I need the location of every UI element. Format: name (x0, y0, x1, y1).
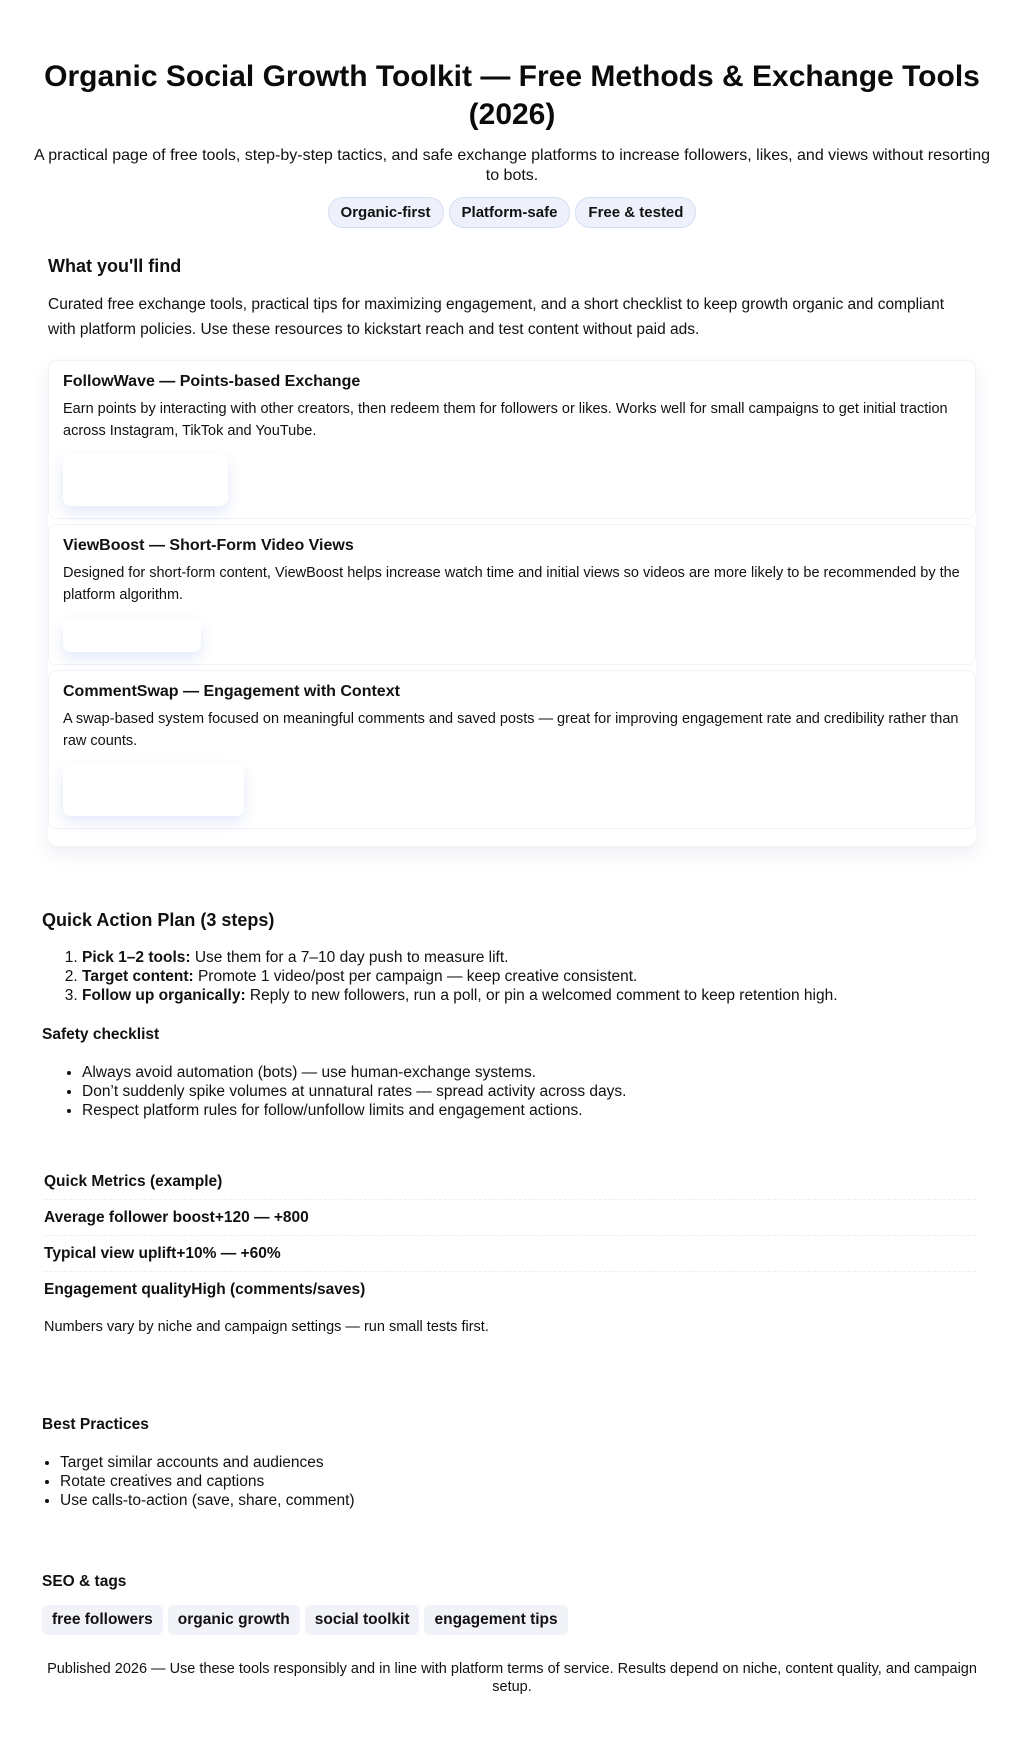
safety-checklist-heading: Safety checklist (42, 1026, 160, 1043)
action-step-label: Target content: (82, 968, 194, 985)
action-step-label: Follow up organically: (82, 987, 246, 1004)
metrics-note: Numbers vary by niche and campaign settings — run small tests first. (44, 1319, 489, 1335)
what-youll-find-section (32, 254, 992, 846)
tool-description: Earn points by interacting with other creators, then redeem them for followers or likes. Works well for small campaigns to get initial traction across Instagram, TikTok and YouTube. (63, 401, 948, 439)
tool-title: FollowWave — Points-based Exchange (63, 373, 361, 390)
find-intro: Curated free exchange tools, practical tips for maximizing engagement, and a short checklist to keep growth organic and compliant with platform policies. Use these resources to kickstart reach and test content without paid ads. (48, 296, 945, 338)
tool-card-list (48, 360, 976, 846)
best-practices-heading: Best Practices (42, 1416, 149, 1433)
action-step-text: Use them for a 7–10 day push to measure lift. (190, 949, 509, 966)
badge-platform-safe: Platform-safe (449, 197, 571, 228)
metric-label: Engagement quality (44, 1281, 192, 1298)
hero-header (32, 0, 992, 228)
best-practice-item: • Use calls-to-action (save, share, comment) (60, 1491, 982, 1510)
safety-item: • Don’t suddenly spike volumes at unnatural rates — spread activity across days. (82, 1082, 982, 1101)
action-step-label: Pick 1–2 tools: (82, 949, 191, 966)
action-step-text: Reply to new followers, run a poll, or pin a welcomed comment to keep retention high. (245, 987, 838, 1004)
quick-metrics-section (32, 1164, 992, 1337)
section-heading-plan: Quick Action Plan (3 steps) (42, 910, 275, 930)
metric-label: Typical view uplift (44, 1245, 177, 1262)
tag-free-followers[interactable]: free followers (42, 1605, 163, 1635)
page-footer (32, 1660, 992, 1696)
best-practice-item: • Rotate creatives and captions (60, 1472, 982, 1491)
badge-group (32, 197, 992, 228)
metric-row (44, 1200, 976, 1236)
page-subtitle: A practical page of free tools, step-by-step tactics, and safe exchange platforms to increase followers, likes, and views without resorting to bots. (33, 147, 991, 184)
tool-card-followwave (48, 360, 976, 519)
safety-item: • Respect platform rules for follow/unfollow limits and engagement actions. (82, 1101, 982, 1120)
tool-card-commentswap (48, 670, 976, 829)
tool-description: Designed for short-form content, ViewBoost helps increase watch time and initial views so videos are more likely to be recommended by the platform algorithm. (63, 565, 960, 603)
tool-cta-button-viewboost[interactable] (63, 618, 201, 652)
tool-cta-button-followwave[interactable] (63, 454, 228, 506)
badge-organic-first: Organic-first (328, 197, 444, 228)
metric-row (44, 1236, 976, 1272)
page-title: Organic Social Growth Toolkit — Free Methods & Exchange Tools (2026) (44, 60, 980, 131)
safety-checklist (42, 1063, 982, 1120)
metric-value: High (comments/saves) (191, 1281, 366, 1298)
seo-tags-section (32, 1572, 992, 1635)
tool-title: ViewBoost — Short-Form Video Views (63, 537, 354, 554)
tool-cta-button-commentswap[interactable] (63, 764, 244, 816)
tool-description: A swap-based system focused on meaningful comments and saved posts — great for improving engagement rate and credibility rather than raw counts. (63, 711, 959, 749)
tool-title: CommentSwap — Engagement with Context (63, 683, 400, 700)
best-practices-list (42, 1453, 982, 1510)
action-steps-list (42, 948, 982, 1005)
action-step (82, 986, 982, 1005)
badge-free-tested: Free & tested (575, 197, 696, 228)
metric-label: Average follower boost (44, 1209, 215, 1226)
tool-card-viewboost (48, 524, 976, 665)
tag-organic-growth[interactable]: organic growth (168, 1605, 300, 1635)
footer-text: Published 2026 — Use these tools responsibly and in line with platform terms of service. Results depend on niche, content quality, and campaign setup. (47, 1661, 977, 1695)
section-heading-find: What you'll find (48, 256, 182, 276)
action-step (82, 967, 982, 986)
safety-item: • Always avoid automation (bots) — use human-exchange systems. (82, 1063, 982, 1082)
metric-value: +120 — +800 (214, 1209, 309, 1226)
seo-tags-heading: SEO & tags (42, 1573, 127, 1590)
tag-engagement-tips[interactable]: engagement tips (424, 1605, 567, 1635)
best-practice-item: • Target similar accounts and audiences (60, 1453, 982, 1472)
tag-list (42, 1605, 982, 1635)
action-step-text: Promote 1 video/post per campaign — keep creative consistent. (193, 968, 638, 985)
metric-row (44, 1272, 976, 1307)
tag-social-toolkit[interactable]: social toolkit (305, 1605, 420, 1635)
metrics-heading: Quick Metrics (example) (44, 1164, 976, 1200)
metric-value: +10% — +60% (176, 1245, 281, 1262)
best-practices-section (32, 1415, 992, 1510)
quick-action-plan-section (32, 908, 992, 1120)
action-step (82, 948, 982, 967)
